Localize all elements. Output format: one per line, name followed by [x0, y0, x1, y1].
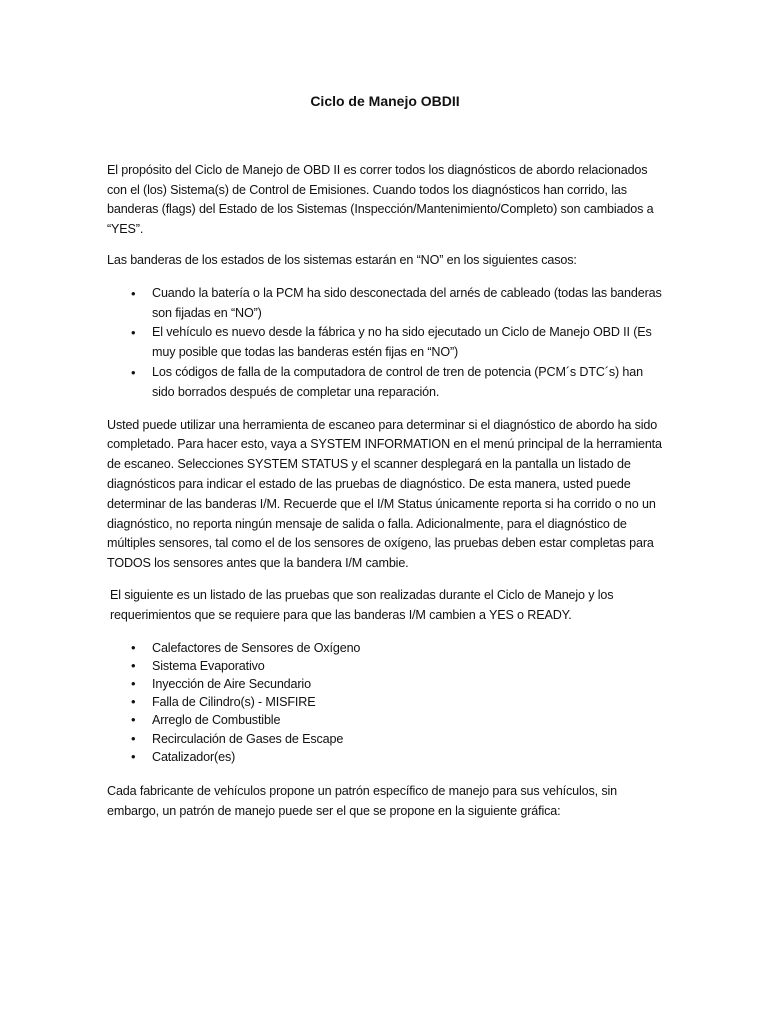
tests-list	[107, 639, 663, 766]
list-item: • Los códigos de falla de la computadora de control de tren de potencia (PCM´s DTC´s) han sido borrados después de completar una reparación.	[107, 363, 663, 403]
list-item: • Sistema Evaporativo	[107, 657, 663, 675]
list-item: • Falla de Cilindro(s) - MISFIRE	[107, 693, 663, 711]
page-title: Ciclo de Manejo OBDII	[310, 93, 460, 109]
list-item: • El vehículo es nuevo desde la fábrica y no ha sido ejecutado un Ciclo de Manejo OBD II (Es muy posible que todas las banderas estén fijas en “NO”)	[107, 323, 663, 363]
cases-list	[107, 284, 663, 403]
list-item: • Inyección de Aire Secundario	[107, 675, 663, 693]
list-item: • Catalizador(es)	[107, 748, 663, 766]
cases-intro-paragraph: Las banderas de los estados de los sistemas estarán en “NO” en los siguientes casos:	[107, 252, 577, 267]
document-body	[107, 92, 663, 833]
intro-paragraph: El propósito del Ciclo de Manejo de OBD II es correr todos los diagnósticos de abordo relacionados con el (los) Sistema(s) de Control de Emisiones. Cuando todos los diagnósticos han corrido, las banderas (flags) del Estado de los Sistemas (Inspección/Mantenimiento/Completo) son cambiados a “YES”.	[107, 162, 654, 237]
list-item: • Cuando la batería o la PCM ha sido desconectada del arnés de cableado (todas las banderas son fijadas en “NO”)	[107, 284, 663, 324]
list-item: • Arreglo de Combustible	[107, 711, 663, 729]
list-item: • Calefactores de Sensores de Oxígeno	[107, 639, 663, 657]
list-item: • Recirculación de Gases de Escape	[107, 730, 663, 748]
manufacturer-paragraph: Cada fabricante de vehículos propone un patrón específico de manejo para sus vehículos, sin embargo, un patrón de manejo puede ser el que se propone en la siguiente gráfica:	[107, 783, 618, 818]
tests-intro-paragraph: El siguiente es un listado de las pruebas que son realizadas durante el Ciclo de Manejo y los requerimientos que se requiere para que las banderas I/M cambien a YES o READY.	[110, 587, 614, 622]
scan-tool-paragraph: Usted puede utilizar una herramienta de escaneo para determinar si el diagnóstico de abordo ha sido completado. Para hacer esto, vaya a SYSTEM INFORMATION en el menú principal de la herramienta de escaneo. Selecciones SYSTEM STATUS y el scanner desplegará en la pantalla un listado de diagnósticos para indicar el estado de las pruebas de diagnóstico. De esta manera, usted puede determinar de las banderas I/M. Recuerde que el I/M Status únicamente reporta si ha corrido o no un diagnóstico, no reporta ningún mensaje de salida o falla. Adicionalmente, para el diagnóstico de múltiples sensores, tal como el de los sensores de oxígeno, las pruebas deben estar completas para TODOS los sensores antes que la bandera I/M cambie.	[107, 417, 662, 571]
